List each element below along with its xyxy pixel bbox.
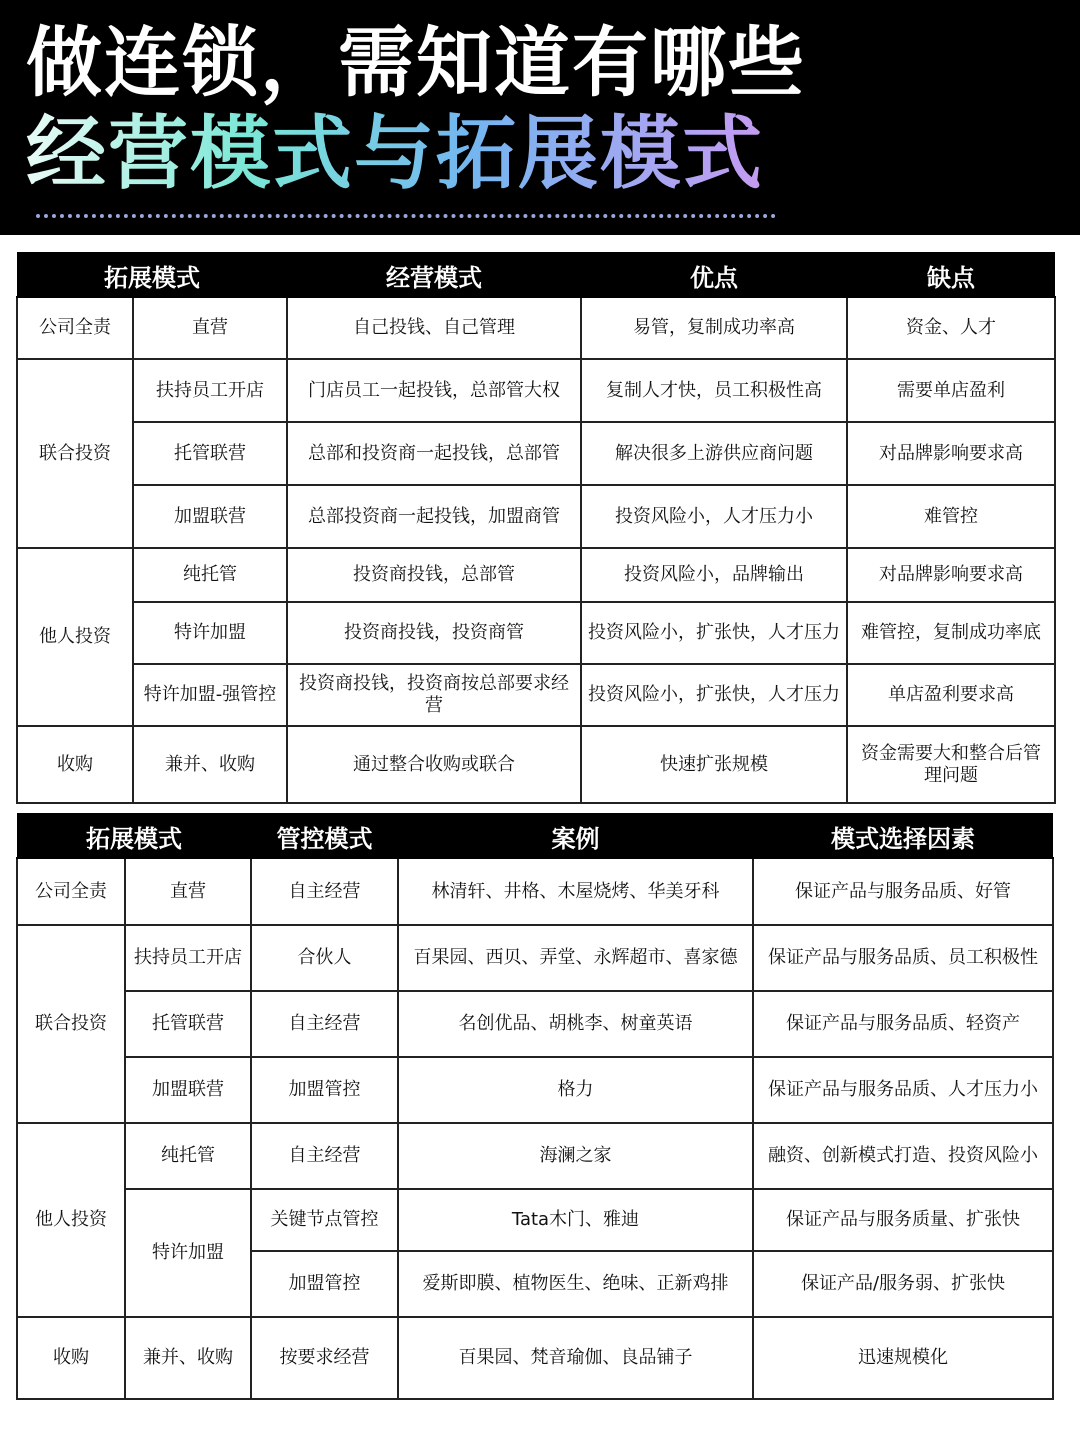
control-cell: 自主经营 xyxy=(251,1123,398,1189)
type-cell: 特许加盟 xyxy=(125,1189,251,1317)
dotted-divider xyxy=(36,214,776,218)
pros-cell: 投资风险小，人才压力小 xyxy=(581,485,847,548)
table-row xyxy=(17,1317,1053,1399)
cases-cell: 海澜之家 xyxy=(398,1123,753,1189)
group-cell: 联合投资 xyxy=(17,925,125,1123)
pros-cell: 投资风险小，扩张快，人才压力 xyxy=(581,664,847,726)
table-row xyxy=(17,858,1053,925)
cons-cell: 资金需要大和整合后管理问题 xyxy=(847,726,1055,803)
cons-cell: 对品牌影响要求高 xyxy=(847,548,1055,602)
type-cell: 扶持员工开店 xyxy=(133,359,287,422)
table-row xyxy=(17,991,1053,1057)
type-cell: 兼并、收购 xyxy=(133,726,287,803)
header-cons: 缺点 xyxy=(847,253,1055,297)
factors-cell: 保证产品与服务品质、人才压力小 xyxy=(753,1057,1053,1123)
mode-cell: 总部投资商一起投钱，加盟商管 xyxy=(287,485,581,548)
type-cell: 特许加盟 xyxy=(133,602,287,664)
group-cell: 公司全责 xyxy=(17,858,125,925)
type-cell: 直营 xyxy=(125,858,251,925)
pros-cell: 快速扩张规模 xyxy=(581,726,847,803)
cons-cell: 难管控，复制成功率底 xyxy=(847,602,1055,664)
cases-cell: 格力 xyxy=(398,1057,753,1123)
mode-cell: 投资商投钱，投资商按总部要求经营 xyxy=(287,664,581,726)
table-row xyxy=(17,1189,1053,1251)
cases-cell: 百果园、梵音瑜伽、良品铺子 xyxy=(398,1317,753,1399)
factors-cell: 迅速规模化 xyxy=(753,1317,1053,1399)
control-cell: 关键节点管控 xyxy=(251,1189,398,1251)
cons-cell: 单店盈利要求高 xyxy=(847,664,1055,726)
factors-cell: 保证产品与服务质量、扩张快 xyxy=(753,1189,1053,1251)
table-row xyxy=(17,602,1055,664)
pros-cell: 复制人才快，员工积极性高 xyxy=(581,359,847,422)
table-header-row xyxy=(17,253,1055,297)
header-control-mode: 管控模式 xyxy=(251,814,398,858)
control-cell: 自主经营 xyxy=(251,991,398,1057)
type-cell: 托管联营 xyxy=(125,991,251,1057)
table-row xyxy=(17,664,1055,726)
mode-cell: 门店员工一起投钱，总部管大权 xyxy=(287,359,581,422)
table-row xyxy=(17,359,1055,422)
title-line-1: 做连锁，需知道有哪些 xyxy=(26,18,806,107)
cases-cell: 名创优品、胡桃李、树童英语 xyxy=(398,991,753,1057)
control-cell: 加盟管控 xyxy=(251,1251,398,1317)
control-cell: 自主经营 xyxy=(251,858,398,925)
factors-cell: 保证产品与服务品质、员工积极性 xyxy=(753,925,1053,991)
pros-cell: 易管，复制成功率高 xyxy=(581,297,847,359)
table-header-row xyxy=(17,814,1053,858)
title-banner xyxy=(0,0,1080,235)
group-cell: 他人投资 xyxy=(17,548,133,726)
cases-cell: Tata木门、雅迪 xyxy=(398,1189,753,1251)
pros-cell: 解决很多上游供应商问题 xyxy=(581,422,847,485)
type-cell: 直营 xyxy=(133,297,287,359)
header-factors: 模式选择因素 xyxy=(753,814,1053,858)
group-cell: 收购 xyxy=(17,1317,125,1399)
mode-cell: 总部和投资商一起投钱，总部管 xyxy=(287,422,581,485)
expansion-operation-table xyxy=(16,252,1056,804)
group-cell: 他人投资 xyxy=(17,1123,125,1317)
pros-cell: 投资风险小，品牌输出 xyxy=(581,548,847,602)
control-cell: 合伙人 xyxy=(251,925,398,991)
mode-cell: 自己投钱、自己管理 xyxy=(287,297,581,359)
table-row xyxy=(17,925,1053,991)
type-cell: 纯托管 xyxy=(125,1123,251,1189)
type-cell: 加盟联营 xyxy=(125,1057,251,1123)
header-pros: 优点 xyxy=(581,253,847,297)
cases-cell: 爱斯即膜、植物医生、绝味、正新鸡排 xyxy=(398,1251,753,1317)
header-operation-mode: 经营模式 xyxy=(287,253,581,297)
cases-cell: 百果园、西贝、弄堂、永辉超市、喜家德 xyxy=(398,925,753,991)
mode-cell: 投资商投钱，投资商管 xyxy=(287,602,581,664)
table-row xyxy=(17,548,1055,602)
control-cell: 加盟管控 xyxy=(251,1057,398,1123)
cons-cell: 对品牌影响要求高 xyxy=(847,422,1055,485)
type-cell: 扶持员工开店 xyxy=(125,925,251,991)
cases-cell: 林清轩、井格、木屋烧烤、华美牙科 xyxy=(398,858,753,925)
mode-cell: 通过整合收购或联合 xyxy=(287,726,581,803)
table-row xyxy=(17,1057,1053,1123)
pros-cell: 投资风险小，扩张快，人才压力 xyxy=(581,602,847,664)
factors-cell: 保证产品与服务品质、轻资产 xyxy=(753,991,1053,1057)
table-row xyxy=(17,485,1055,548)
header-expansion-mode: 拓展模式 xyxy=(17,253,287,297)
factors-cell: 融资、创新模式打造、投资风险小 xyxy=(753,1123,1053,1189)
factors-cell: 保证产品与服务品质、好管 xyxy=(753,858,1053,925)
factors-cell: 保证产品/服务弱、扩张快 xyxy=(753,1251,1053,1317)
control-cell: 按要求经营 xyxy=(251,1317,398,1399)
control-case-table xyxy=(16,813,1054,1400)
type-cell: 特许加盟-强管控 xyxy=(133,664,287,726)
group-cell: 联合投资 xyxy=(17,359,133,548)
type-cell: 托管联营 xyxy=(133,422,287,485)
mode-cell: 投资商投钱，总部管 xyxy=(287,548,581,602)
header-cases: 案例 xyxy=(398,814,753,858)
table-row xyxy=(17,422,1055,485)
title-line-2: 经营模式与拓展模式 xyxy=(26,107,764,200)
header-expansion-mode: 拓展模式 xyxy=(17,814,251,858)
cons-cell: 需要单店盈利 xyxy=(847,359,1055,422)
type-cell: 兼并、收购 xyxy=(125,1317,251,1399)
cons-cell: 资金、人才 xyxy=(847,297,1055,359)
cons-cell: 难管控 xyxy=(847,485,1055,548)
group-cell: 公司全责 xyxy=(17,297,133,359)
table-row xyxy=(17,726,1055,803)
table-row xyxy=(17,297,1055,359)
type-cell: 加盟联营 xyxy=(133,485,287,548)
type-cell: 纯托管 xyxy=(133,548,287,602)
table-row xyxy=(17,1123,1053,1189)
group-cell: 收购 xyxy=(17,726,133,803)
